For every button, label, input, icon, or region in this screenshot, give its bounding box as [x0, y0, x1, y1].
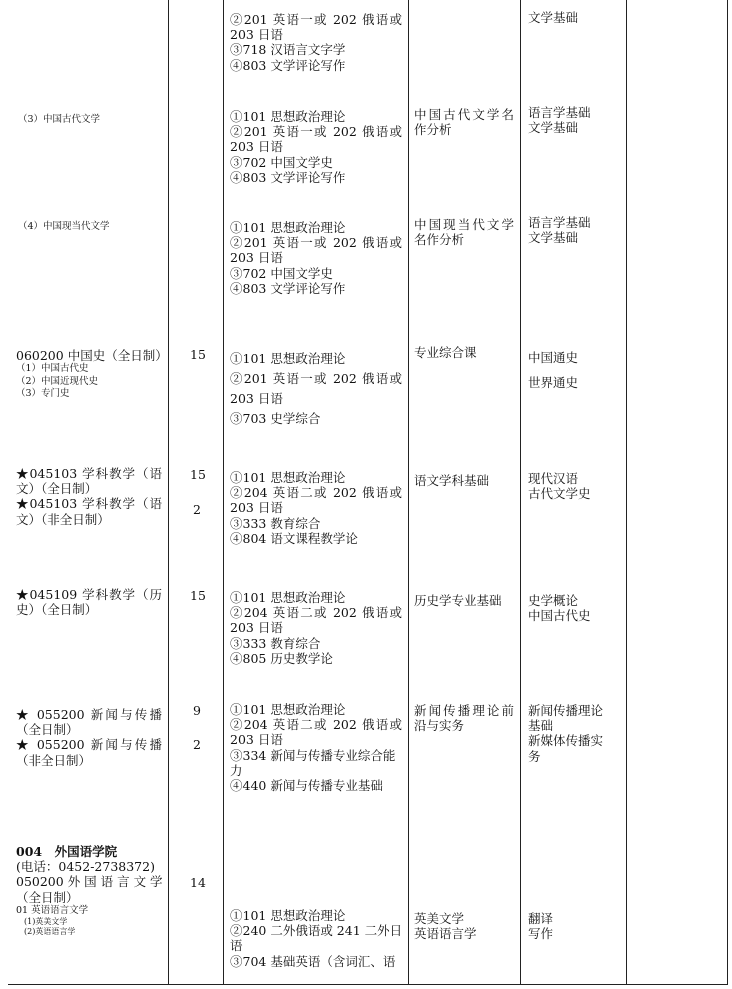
retest-subjects: 英美文学 英语语言学	[414, 911, 477, 942]
retest-subjects: 中国古代文学名 作分析	[414, 107, 514, 138]
program-name: ★045109 学科教学（历 史）（全日制）	[16, 587, 162, 618]
enrollment-count: 9	[193, 703, 201, 718]
column-border	[626, 0, 627, 985]
exam-subjects: ①101 思想政治理论 ②240 二外俄语或 241 二外日 语 ③704 基础英语（含词汇、语	[230, 908, 403, 969]
column-border	[727, 0, 728, 985]
enrollment-count: 15	[190, 347, 206, 362]
column-border	[168, 0, 169, 985]
program-name: （3）中国古代文学	[18, 114, 101, 125]
equivalent-subjects: 翻译 写作	[528, 911, 554, 942]
exam-subjects: ①101 思想政治理论 ②201 英语一或 202 俄语或 203 日语 ③702 中国文学史 ④803 文学评论写作	[230, 220, 402, 296]
equivalent-subjects: 中国通史 世界通史	[528, 350, 579, 390]
program-name: ★045103 学科教学（语 文）（全日制） ★045103 学科教学（语 文）（非全日制）	[16, 466, 162, 527]
program-name: （4）中国现当代文学	[18, 221, 110, 232]
exam-subjects: ①101 思想政治理论 ②204 英语二或 202 俄语或 203 日语 ③333 教育综合 ④804 语文课程教学论	[230, 470, 402, 546]
enrollment-count: 15	[190, 588, 206, 603]
exam-subjects: ①101 思想政治理论 ②201 英语一或 202 俄语或 203 日语 ③702 中国文学史 ④803 文学评论写作	[230, 109, 402, 185]
college-phone: (电话：0452-2738372)	[16, 859, 155, 875]
retest-subjects: 专业综合课	[414, 345, 477, 360]
enrollment-count: 2	[193, 502, 201, 517]
equivalent-subjects: 现代汉语 古代文学史	[528, 471, 591, 502]
retest-subjects: 历史学专业基础	[414, 593, 502, 608]
enrollment-count: 2	[193, 737, 201, 752]
exam-subjects: ②201 英语一或 202 俄语或 203 日语 ③718 汉语言文字学 ④803 文学评论写作	[230, 12, 402, 73]
exam-subjects: ①101 思想政治理论 ②204 英语二或 202 俄语或 203 日语 ③333 教育综合 ④805 历史教学论	[230, 590, 402, 666]
equivalent-subjects: 语言学基础 文学基础	[528, 105, 591, 136]
college-name: 004 外国语学院	[16, 844, 118, 859]
program-name: ★ 055200 新闻与传播 （全日制） ★ 055200 新闻与传播 （非全日制）	[16, 707, 162, 768]
equivalent-subjects: 史学概论 中国古代史	[528, 593, 591, 624]
equivalent-subjects: 文学基础	[528, 10, 579, 25]
table-bottom-border	[8, 984, 728, 985]
retest-subjects: 语文学科基础	[414, 473, 490, 488]
equivalent-subjects: 语言学基础 文学基础	[528, 215, 591, 246]
equivalent-subjects: 新闻传播理论 基础 新媒体传播实 务	[528, 703, 604, 764]
program-name: 004 外国语学院 (电话：0452-2738372) 050200 外 国 语 言 文 学 （全日制） 01 英语语言文学 (1)英美文学 (2)英语语言学	[16, 844, 163, 936]
enrollment-count: 14	[190, 875, 206, 890]
column-border	[223, 0, 224, 985]
column-border	[408, 0, 409, 985]
program-name: 060200 中国史（全日制） （1）中国古代史 （2）中国近现代史 （3）专门史	[16, 348, 168, 400]
enrollment-count: 15	[190, 467, 206, 482]
exam-subjects: ①101 思想政治理论 ②204 英语二或 202 俄语或 203 日语 ③334 新闻与传播专业综合能 力 ④440 新闻与传播专业基础	[230, 702, 402, 794]
column-border	[520, 0, 521, 985]
exam-subjects: ①101 思想政治理论 ②201 英语一或 202 俄语或 203 日语 ③703 史学综合	[230, 351, 402, 426]
retest-subjects: 新闻传播理论前 沿与实务	[414, 703, 514, 734]
retest-subjects: 中国现当代文学 名作分析	[414, 217, 514, 248]
